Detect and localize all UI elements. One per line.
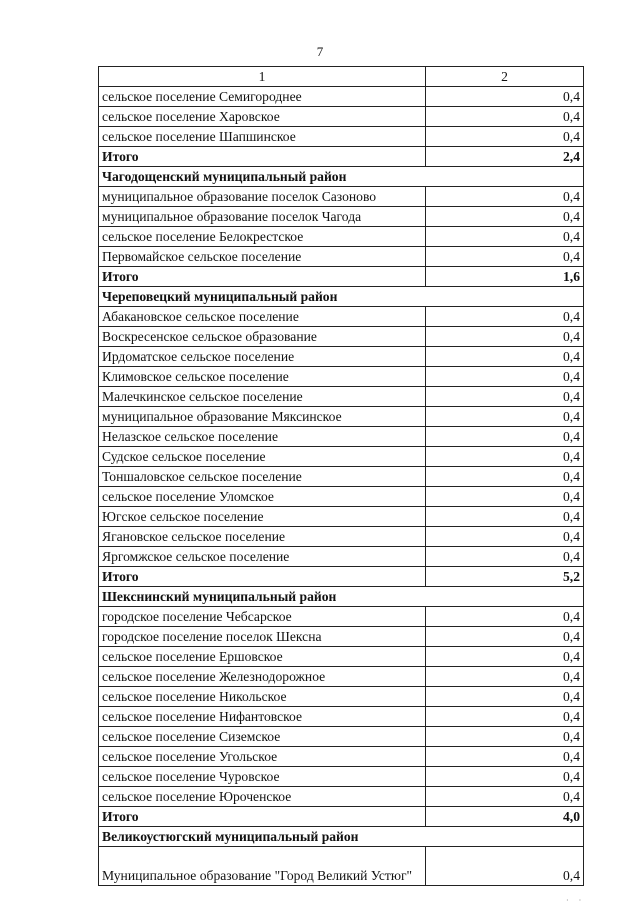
settlement-name: сельское поселение Сиземское [99,727,426,747]
table-row [99,487,584,507]
district-header-row [99,287,584,307]
scan-mark: · · [566,896,586,905]
total-value: 5,2 [426,567,584,587]
allocation-value: 0,4 [426,187,584,207]
settlement-name: сельское поселение Юроченское [99,787,426,807]
allocation-value: 0,4 [426,467,584,487]
settlement-name: Нелазское сельское поселение [99,427,426,447]
table-row [99,247,584,267]
table-row [99,367,584,387]
settlement-name: Первомайское сельское поселение [99,247,426,267]
settlement-name: Воскресенское сельское образование [99,327,426,347]
table-row [99,687,584,707]
table-row [99,767,584,787]
allocation-value: 0,4 [426,767,584,787]
allocation-value: 0,4 [426,327,584,347]
allocation-value: 0,4 [426,707,584,727]
settlement-name: сельское поселение Семигороднее [99,87,426,107]
table-row [99,547,584,567]
table-row [99,627,584,647]
table-row [99,527,584,547]
column-1-header: 1 [99,67,426,87]
table-row [99,847,584,886]
settlement-name: сельское поселение Харовское [99,107,426,127]
table-row [99,387,584,407]
table-row [99,747,584,767]
allocation-value: 0,4 [426,447,584,467]
settlement-name: сельское поселение Белокрестское [99,227,426,247]
settlement-name: сельское поселение Нифантовское [99,707,426,727]
table-row [99,467,584,487]
settlement-name: сельское поселение Чуровское [99,767,426,787]
settlement-name: Югское сельское поселение [99,507,426,527]
allocation-value: 0,4 [426,87,584,107]
allocation-value: 0,4 [426,487,584,507]
total-row [99,267,584,287]
allocation-value: 0,4 [426,307,584,327]
allocation-table [98,66,584,886]
settlement-name: сельское поселение Никольское [99,687,426,707]
table-row [99,347,584,367]
allocation-value: 0,4 [426,347,584,367]
settlement-name: городское поселение Чебсарское [99,607,426,627]
allocation-value: 0,4 [426,727,584,747]
table-header-row [99,67,584,87]
table-row [99,87,584,107]
table-row [99,107,584,127]
district-name: Шекснинский муниципальный район [99,587,584,607]
table-row [99,327,584,347]
table-row [99,507,584,527]
allocation-value: 0,4 [426,647,584,667]
allocation-value: 0,4 [426,427,584,447]
district-name: Чагодощенский муниципальный район [99,167,584,187]
settlement-name: Ягановское сельское поселение [99,527,426,547]
district-header-row [99,827,584,847]
settlement-name: Абакановское сельское поселение [99,307,426,327]
district-name: Великоустюгский муниципальный район [99,827,584,847]
table-row [99,607,584,627]
settlement-name: муниципальное образование поселок Чагода [99,207,426,227]
settlement-name: сельское поселение Железнодорожное [99,667,426,687]
settlement-name: муниципальное образование Мяксинское [99,407,426,427]
allocation-value: 0,4 [426,847,584,886]
table-row [99,407,584,427]
allocation-value: 0,4 [426,527,584,547]
settlement-name: Муниципальное образование "Город Великий Устюг" [99,847,426,886]
total-row [99,807,584,827]
table-row [99,727,584,747]
total-label: Итого [99,807,426,827]
settlement-name: Малечкинское сельское поселение [99,387,426,407]
table-row [99,207,584,227]
allocation-value: 0,4 [426,607,584,627]
allocation-value: 0,4 [426,207,584,227]
allocation-value: 0,4 [426,107,584,127]
settlement-name: муниципальное образование поселок Сазоново [99,187,426,207]
table-row [99,427,584,447]
table-row [99,787,584,807]
settlement-name: Ирдоматское сельское поселение [99,347,426,367]
table-row [99,667,584,687]
table-row [99,187,584,207]
settlement-name: Судское сельское поселение [99,447,426,467]
allocation-value: 0,4 [426,247,584,267]
allocation-value: 0,4 [426,787,584,807]
allocation-value: 0,4 [426,227,584,247]
total-label: Итого [99,567,426,587]
allocation-value: 0,4 [426,127,584,147]
district-header-row [99,587,584,607]
table-row [99,447,584,467]
district-header-row [99,167,584,187]
settlement-name: городское поселение поселок Шексна [99,627,426,647]
allocation-value: 0,4 [426,507,584,527]
column-2-header: 2 [426,67,584,87]
total-label: Итого [99,147,426,167]
settlement-name: сельское поселение Шапшинское [99,127,426,147]
settlement-name: сельское поселение Уломское [99,487,426,507]
total-value: 4,0 [426,807,584,827]
total-label: Итого [99,267,426,287]
settlement-name: Климовское сельское поселение [99,367,426,387]
allocation-value: 0,4 [426,387,584,407]
total-row [99,567,584,587]
allocation-value: 0,4 [426,667,584,687]
total-value: 1,6 [426,267,584,287]
allocation-value: 0,4 [426,547,584,567]
allocation-value: 0,4 [426,687,584,707]
settlement-name: сельское поселение Угольское [99,747,426,767]
table-row [99,647,584,667]
table-row [99,307,584,327]
table-row [99,707,584,727]
settlement-name: Тоншаловское сельское поселение [99,467,426,487]
total-row [99,147,584,167]
table-row [99,127,584,147]
allocation-value: 0,4 [426,367,584,387]
table-row [99,227,584,247]
total-value: 2,4 [426,147,584,167]
settlement-name: Яргомжское сельское поселение [99,547,426,567]
allocation-value: 0,4 [426,407,584,427]
page-number: 7 [316,44,324,59]
district-name: Череповецкий муниципальный район [99,287,584,307]
settlement-name: сельское поселение Ершовское [99,647,426,667]
allocation-value: 0,4 [426,747,584,767]
allocation-value: 0,4 [426,627,584,647]
